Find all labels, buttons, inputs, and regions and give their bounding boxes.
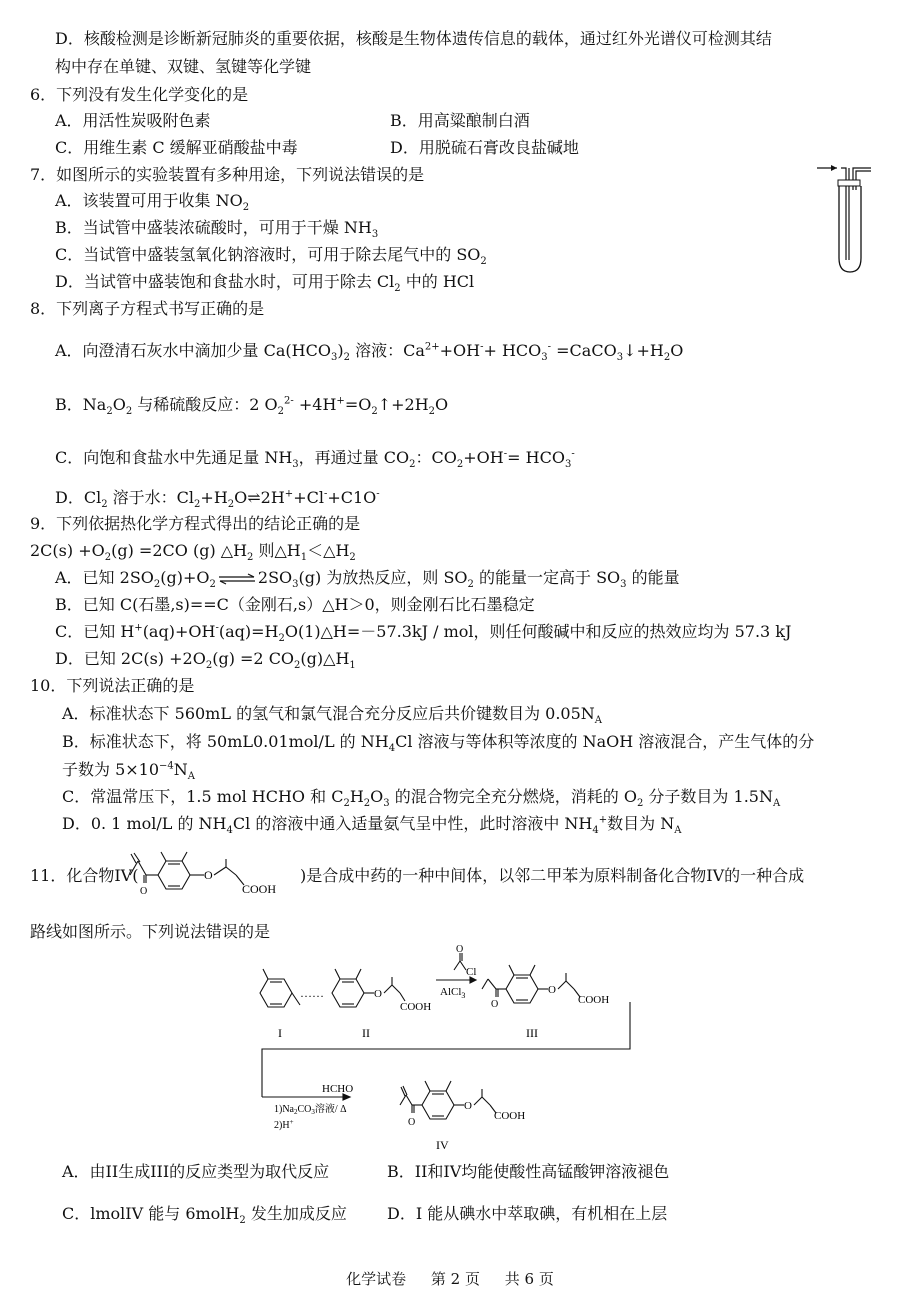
q9-stem: 9．下列依据热化学方程式得出的结论正确的是 (30, 514, 361, 533)
q10-stem: 10．下列说法正确的是 (30, 676, 195, 695)
condition-1-label: $1)Na_2CO_3$溶液/ Δ (274, 1104, 347, 1116)
footer-total-pages: 共 6 页 (504, 1270, 554, 1288)
q6-option-c: C．用维生素 C 缓解亚硝酸盐中毒 (55, 138, 298, 157)
condition-2-label: 2)H+ (274, 1118, 294, 1131)
q8-option-d: D．$Cl_2$ 溶于水：$Cl_2+H_2O\rightleftharpoons 2H^++Cl^-+C1O^-$ (55, 488, 380, 511)
q10-option-c: C．常温常压下，1.5 mol HCHO 和 $C_2H_2O_3$ 的混合物完全充分燃烧，消耗的 $O_2$ 分子数目为 $1.5N_A$ (62, 787, 781, 810)
q7-option-d: D．当试管中盛装饱和食盐水时，可用于除去 $Cl_2$ 中的 HCl (55, 272, 475, 295)
reversible-arrow-icon (218, 573, 256, 585)
iv-cooh-label: COOH (494, 1110, 526, 1122)
q6-stem: 6．下列没有发生化学变化的是 (30, 85, 249, 104)
q8-option-b: B．$Na_2O_2$ 与稀硫酸反应：2 $O_2^{2-}$ $+4H^+=O_2↑+2H_2O$ (55, 395, 449, 418)
q9-option-d: D．已知 $2C(s) +2O_2(g) =2$ $CO_2(g)\triangle H_1$ (55, 649, 356, 672)
q10-option-b-line2: 子数为 $5\times 10^{-4}N_A$ (62, 760, 196, 783)
q11-option-a: A．由II生成III的反应类型为取代反应 (62, 1162, 330, 1181)
page-footer (0, 1268, 900, 1289)
q6-option-b: B．用高粱酿制白酒 (390, 111, 530, 130)
q7-option-a: A．该装置可用于收集 $NO_2$ (55, 191, 250, 214)
q9-option-a: A．已知 $2SO_2(g)+O_2$ $2SO_3(g)$ 为放热反应，则 $SO_2$ 的能量一定高于 $SO_3$ 的能量 (55, 568, 680, 591)
q8-stem: 8．下列离子方程式书写正确的是 (30, 299, 265, 318)
footer-subject: 化学试卷 (346, 1270, 407, 1288)
q9-option-b: B．已知 C(石墨,s)==C（金刚石,s）△H＞0，则金刚石比石墨稳定 (55, 595, 535, 614)
iv-ketone-o-label: O (408, 1117, 416, 1128)
q9-option-c: C．已知 $H^+(aq)+OH^-(aq)=H_2O(1)\triangle H=-57.3kJ$ / mol，则任何酸碱中和反应的热效应均为 57.3 kJ (55, 622, 792, 645)
iii-cooh-label: COOH (578, 994, 610, 1006)
inline-o-label: O (204, 868, 213, 882)
gas-washing-tube-diagram (815, 160, 875, 275)
inline-o-label-2: O (140, 886, 148, 897)
q6-option-a: A．用活性炭吸附色素 (55, 111, 211, 130)
q11-option-b: B．II和IV均能使酸性高锰酸钾溶液褪色 (387, 1162, 670, 1181)
acyl-o-label: O (456, 944, 464, 955)
q10-option-a: A．标准状态下 560mL 的氢气和氯气混合充分反应后共价键数目为 $0.05N_A$ (62, 704, 603, 727)
q11-stem-end: )是合成中药的一种中间体，以邻二甲苯为原料制备化合物IV的一种合成 (300, 866, 805, 885)
acyl-cl-label: Cl (466, 966, 477, 978)
dotted-arrow: …… (300, 986, 324, 1000)
q10-option-d: D．0. 1 mol/L 的 $NH_4Cl$ 的溶液中通入适量氨气呈中性，此时溶液中 $NH_4^+$数目为 $N_A$ (62, 814, 682, 837)
q7-option-c: C．当试管中盛装氢氧化钠溶液时，可用于除去尾气中的 $SO_2$ (55, 245, 487, 268)
q6-option-d: D．用脱硫石膏改良盐碱地 (390, 138, 579, 157)
alcl3-label: AlCl$_3$ (440, 986, 466, 1000)
q9-extra-equation: $2C(s) +O_2(g) =2CO$ (g) $\triangle H_2$ 则$\triangle H_1<\triangle H_2$ (30, 541, 356, 564)
q8-option-a: A．向澄清石灰水中滴加少量 $Ca(HCO_3)_2$ 溶液：$Ca^{2+}+OH^-+ HCO_3^-$ $=CaCO_3↓+H_2O$ (55, 341, 684, 364)
q10-option-b-line1: B．标准状态下，将 50mL0.01mol/L 的 $NH_4Cl$ 溶液与等体积等浓度的 NaOH 溶液混合，产生气体的分 (62, 732, 815, 755)
ii-o-label: O (374, 988, 382, 1000)
compound-iv-inline-structure (128, 845, 303, 897)
q7-stem: 7．如图所示的实验装置有多种用途，下列说法错误的是 (30, 165, 425, 184)
q5-option-d-line1: D．核酸检测是诊断新冠肺炎的重要依据，核酸是生物体遗传信息的载体，通过红外光谱仪可检测其结 (55, 29, 772, 48)
q11-stem-start: 11．化合物IV( (30, 866, 139, 885)
hcho-label: HCHO (322, 1083, 354, 1095)
iv-o-label: O (464, 1100, 472, 1112)
q11-stem-line2: 路线如图所示。下列说法错误的是 (30, 922, 271, 941)
ii-cooh-label: COOH (400, 1001, 432, 1013)
q11-option-c: C．lmolIV 能与 6molH$_2$ 发生加成反应 (62, 1204, 347, 1227)
q7-option-b: B．当试管中盛装浓硫酸时，可用于干燥 $NH_3$ (55, 218, 379, 241)
inline-cooh-label: COOH (242, 882, 277, 896)
iii-o-label: O (548, 984, 556, 996)
compound-iv-label: IV (436, 1138, 449, 1152)
iii-ketone-o-label: O (491, 999, 499, 1010)
synthesis-route-diagram (250, 945, 650, 1155)
compound-i-label: I (278, 1026, 282, 1040)
q8-option-c: C．向饱和食盐水中先通足量 $NH_3$，再通过量 $CO_2$：$CO_2+OH^-= HCO_3^-$ (55, 448, 575, 471)
compound-iii-label: III (526, 1026, 538, 1040)
footer-page-number: 第 2 页 (430, 1270, 480, 1288)
q5-option-d-line2: 构中存在单键、双键、氢键等化学键 (55, 57, 312, 76)
q11-option-d: D．I 能从碘水中萃取碘，有机相在上层 (387, 1204, 668, 1223)
compound-ii-label: II (362, 1026, 370, 1040)
